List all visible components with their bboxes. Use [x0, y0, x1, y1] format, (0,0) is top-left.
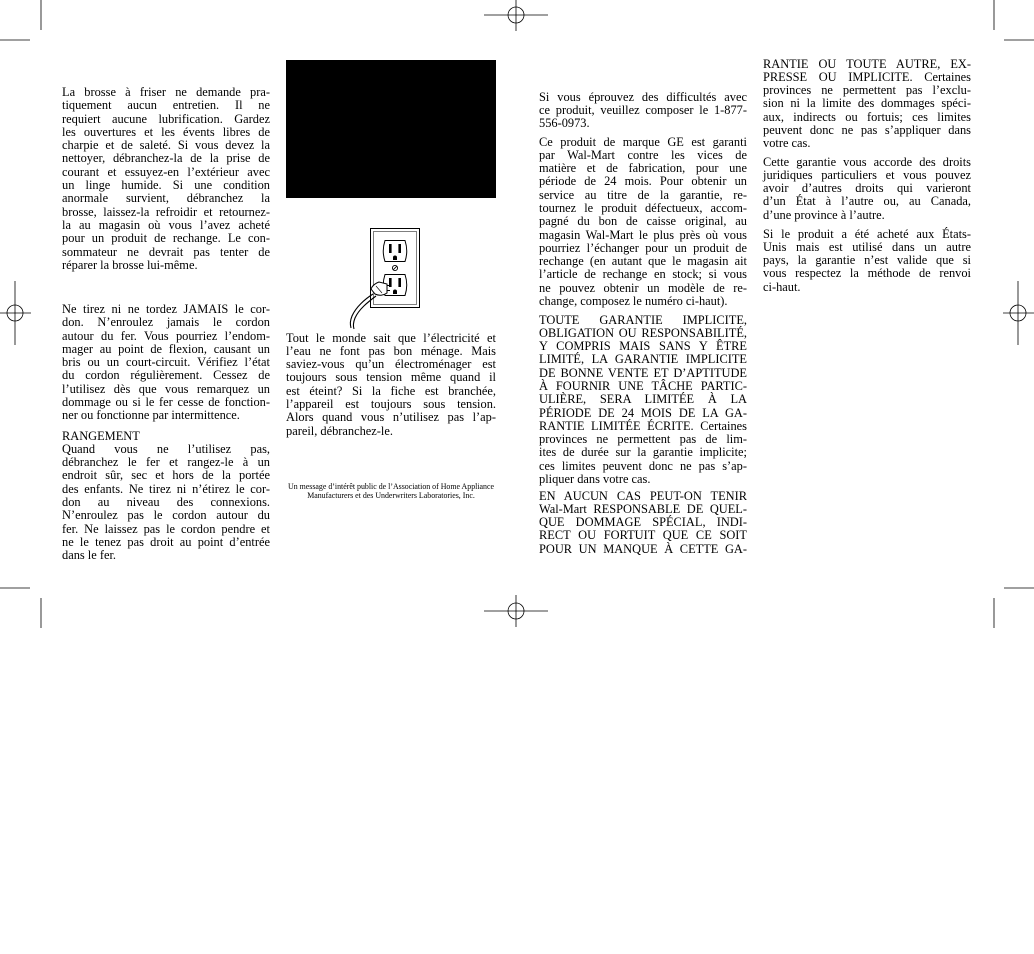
- text-line: charpie et de saleté. Si vous devez la: [62, 138, 270, 153]
- text-line: pliquer dans votre cas.: [539, 472, 651, 487]
- text-line: ci-haut.: [763, 279, 801, 294]
- text-line: rechange (en autant que le magasin ait: [539, 254, 747, 269]
- text-line: OBLIGATION OU RESPONSABILITÉ,: [539, 325, 747, 340]
- text-line: réparer la brosse lui-même.: [62, 257, 198, 272]
- text-line: ner ou fonctionne par intermittence.: [62, 408, 240, 423]
- text-line: matière et de fabrication, pour une: [539, 161, 747, 176]
- text-line: service au titre de la garantie, re-: [539, 187, 747, 202]
- text-line: ULIÈRE, SERA LIMITÉE À LA: [539, 392, 747, 407]
- text-line: RANTIE OU TOUTE AUTRE, EX-: [763, 56, 971, 71]
- credit-caption: [276, 483, 506, 500]
- text-line: juridiques particuliers et vous pouvez: [763, 167, 971, 182]
- text-line: Manufacturers et des Underwriters Laboratories, Inc.: [307, 490, 475, 500]
- text-line: change, composez le numéro ci-haut).: [539, 294, 728, 309]
- liability-paragraph: [539, 490, 747, 556]
- text-line: QUE DOMMAGE SPÉCIAL, INDI-: [539, 515, 747, 530]
- text-line: l’appareil est toujours sous tension.: [286, 396, 496, 411]
- text-line: par Wal-Mart contre les vices de: [539, 147, 747, 162]
- usa-purchase-paragraph: [763, 228, 971, 294]
- text-line: Y COMPRIS MAIS SANS Y ÊTRE: [539, 339, 747, 354]
- text-line: pareil, débranchez-le.: [286, 423, 393, 438]
- text-line: RECT OU FORTUIT QUE CE SOIT: [539, 528, 747, 543]
- text-line: magasin Wal-Mart le plus près où vous: [539, 227, 747, 242]
- text-line: Si vous éprouvez des difficultés avec: [539, 89, 747, 104]
- text-line: fer. Ne laissez pas le cordon pendre et: [62, 521, 270, 536]
- text-line: bris ou un court-circuit. Vérifiez l’état: [62, 355, 270, 370]
- text-line: sommateur ne devrait pas tenter de: [62, 244, 270, 259]
- text-line: est éteint? Si la fiche est branchée,: [286, 383, 496, 398]
- text-line: provinces ne permettent pas de lim-: [539, 432, 747, 447]
- text-line: Alors quand vous n’utilisez pas l’ap-: [286, 410, 496, 425]
- text-line: 556-0973.: [539, 116, 590, 131]
- registration-mark-bottom: [484, 595, 548, 627]
- text-line: Ce produit de marque GE est garanti: [539, 134, 747, 149]
- text-line: d’un État à l’autre ou, au Canada,: [763, 194, 971, 209]
- text-line: tiquement aucun entretien. Il ne: [62, 98, 270, 113]
- crop-mark-top-left: [0, 0, 41, 40]
- text-line: les ouvertures et les évents libres de: [62, 124, 270, 139]
- text-line: don. N’enroulez jamais le cordon: [62, 315, 270, 330]
- text-line: N’enroulez pas le cordon autour du: [62, 508, 270, 523]
- text-line: ites de durée sur la garantie implicite;: [539, 445, 747, 460]
- electrical-outlet-icon: [340, 222, 430, 332]
- crop-mark-bottom-right: [994, 588, 1034, 628]
- text-line: l’utilisez dès que vous remarquez un: [62, 381, 270, 396]
- text-line: anormale survient, débranchez la: [62, 191, 270, 206]
- liability-continued-paragraph: [763, 58, 971, 151]
- implied-warranty-paragraph: [539, 314, 747, 487]
- text-line: PÉRIODE DE 24 MOIS DE LA GA-: [539, 405, 747, 420]
- text-line: aux, indirects ou fortuis; ces limites: [763, 109, 971, 124]
- text-line: La brosse à friser ne demande pra-: [62, 85, 270, 99]
- text-line: pagné du bon de caisse original, au: [539, 214, 747, 229]
- text-line: RANTIE LIMITÉE ÉCRITE. Certaines: [539, 418, 747, 433]
- text-line: ne pouvez obtenir un modèle de re-: [539, 280, 747, 295]
- text-line: endroit sûr, sec et hors de la portée: [62, 468, 270, 483]
- text-line: avoir d’autres droits qui varieront: [763, 181, 971, 196]
- crop-mark-top-right: [994, 0, 1034, 40]
- text-line: autour du fer. Vous pourriez l’endom-: [62, 328, 270, 343]
- text-line: période de 24 mois. Pour obtenir un: [539, 174, 747, 189]
- text-line: tournez le produit défectueux, accom-: [539, 200, 747, 215]
- text-line: sion ni la limite des dommages spéci-: [763, 96, 971, 111]
- text-line: pour un produit de rechange. Le con-: [62, 231, 270, 246]
- registration-mark-right: [1003, 281, 1034, 345]
- registration-mark-top: [484, 0, 548, 31]
- text-line: Ne tirez ni ne tordez JAMAIS le cor-: [62, 302, 270, 316]
- text-line: pays, la garantie n’est valide que si: [763, 253, 971, 268]
- text-line: LIMITÉ, LA GARANTIE IMPLICITE: [539, 352, 747, 367]
- text-line: vous respectez la méthode de renvoi: [763, 266, 971, 281]
- text-line: brosse, laissez-la refroidir et retournez-: [62, 204, 270, 219]
- registration-mark-left: [0, 281, 31, 345]
- safety-message-paragraph: [286, 332, 496, 438]
- storage-section: [62, 430, 270, 563]
- text-line: débranchez le fer et rangez-le à un: [62, 455, 270, 470]
- text-line: Si le produit a été acheté aux États-: [763, 226, 971, 241]
- text-line: Tout le monde sait que l’électricité et: [286, 330, 496, 345]
- text-line: des enfants. Ne tirez ni n’étirez le cor-: [62, 481, 270, 496]
- text-line: dommage ou si le fer cesse de fonction-: [62, 395, 270, 410]
- text-line: Cette garantie vous accorde des droits: [763, 154, 971, 169]
- text-line: un linge humide. Si une condition: [62, 178, 270, 193]
- text-line: toujours sous tension même quand il: [286, 370, 496, 385]
- text-line: POUR UN MANQUE À CETTE GA-: [539, 541, 747, 556]
- text-line: l’article de rechange en stock; si vous: [539, 267, 747, 282]
- text-line: nettoyer, débranchez-la de la prise de: [62, 151, 270, 166]
- text-line: du cordon régulièrement. Cessez de: [62, 368, 270, 383]
- text-line: votre cas.: [763, 136, 811, 151]
- text-line: peuvent donc ne pas s’appliquer dans: [763, 122, 971, 137]
- text-line: la au magasin où vous l’avez acheté: [62, 217, 270, 232]
- help-line-paragraph: [539, 91, 747, 131]
- text-line: ne le tenez pas droit au point d’entrée: [62, 534, 270, 549]
- text-line: mager au point de flexion, causant un: [62, 341, 270, 356]
- text-line: saviez-vous qu’un électroménager est: [286, 357, 496, 372]
- text-line: Unis mais est utilisé dans un autre: [763, 239, 971, 254]
- text-line: d’une province à l’autre.: [763, 207, 885, 222]
- text-line: Wal-Mart RESPONSABLE DE QUEL-: [539, 501, 747, 516]
- text-line: dans le fer.: [62, 548, 117, 563]
- text-line: À FOURNIR UNE TÂCHE PARTIC-: [539, 378, 747, 393]
- text-line: PRESSE OU IMPLICITE. Certaines: [763, 69, 971, 84]
- text-line: Un message d’intérêt public de l’Association of Home Appliance: [288, 482, 494, 491]
- black-panel: [286, 60, 496, 198]
- text-line: Quand vous ne l’utilisez pas,: [62, 441, 270, 456]
- text-line: pourriez l’échanger pour un produit de: [539, 240, 747, 255]
- warranty-paragraph: [539, 136, 747, 309]
- power-cord: [350, 294, 376, 329]
- storage-paragraph: [62, 443, 270, 563]
- text-line: courant et essuyez-en l’extérieur avec: [62, 164, 270, 179]
- text-line: provinces ne permettent pas l’exclu-: [763, 83, 971, 98]
- legal-rights-paragraph: [763, 156, 971, 222]
- cord-care-paragraph: [62, 303, 270, 423]
- text-line: TOUTE GARANTIE IMPLICITE,: [539, 312, 747, 327]
- text-line: ces limites peuvent donc ne pas s’ap-: [539, 458, 747, 473]
- text-line: l’eau ne font pas bon ménage. Mais: [286, 343, 496, 358]
- text-line: ce produit, veuillez composer le 1-877-: [539, 102, 747, 117]
- text-line: requiert aucune lubrification. Gardez: [62, 111, 270, 126]
- text-line: EN AUCUN CAS PEUT-ON TENIR: [539, 488, 747, 503]
- text-line: don au niveau des connexions.: [62, 494, 270, 509]
- maintenance-paragraph: [62, 86, 270, 272]
- storage-heading: RANGEMENT: [62, 428, 140, 443]
- text-line: DE BONNE VENTE ET D’APTITUDE: [539, 365, 747, 380]
- crop-mark-bottom-left: [0, 588, 41, 628]
